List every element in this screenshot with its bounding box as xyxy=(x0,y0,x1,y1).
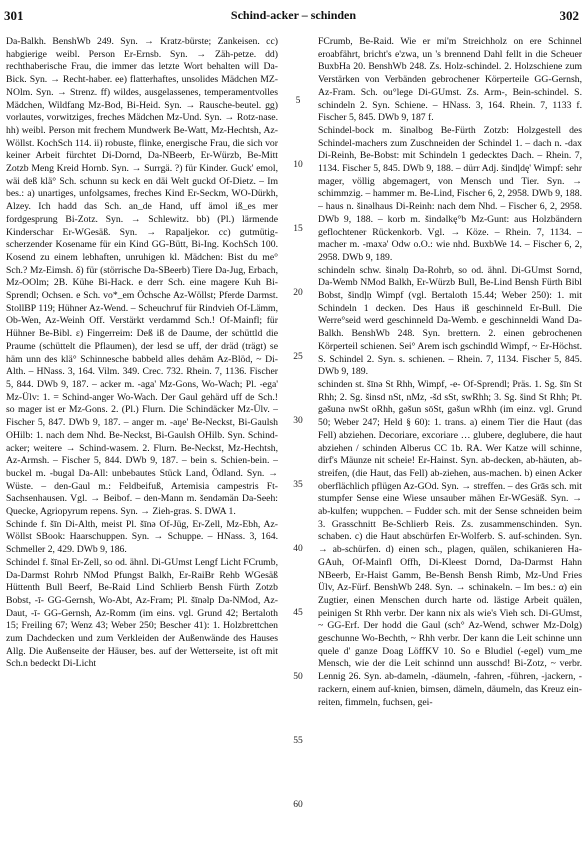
right-entry-1: FCrumb, Be-Raid. Wie er mi'm Streichholz on ere Schinnel eroabfährt, bricht's e'zwa, un 's brennend Dahl fellt in die Scheuer BuxbHa 20. BenshWb 248. Zs. Holz-schindel. 2. Holzschiene zum Verstärken von Verbänden gebrochener Körperteile GG-Gernsh, Az-Fram. Sch. ou°lege Di-GUmst. Zs. Arm-, Bein-schindel. S. schindeln 2. Syn. Schiene. – HNass. 3, 164. Rhein. 7, 1133 f. Fischer 5, 845. DWb 9, 187 f. xyxy=(318,36,582,124)
line-number: 40 xyxy=(293,544,303,554)
line-number: 35 xyxy=(293,480,303,490)
right-entry-schinden: schinden st. šīnə St Rhh, Wimpf, -e- Of-Sprendl; Präs. 1. Sg. šīn St Rhh; 2. Sg. šinsd nSt, nMz, -šd sSt, swRhh; 3. Sg. šind St Rhh; Pt. gəšunə nwSt oRhh, gəšun sōSt, gəšun wRhh (im einz. vgl. Grund 50; Weber 247; Held § 60): 1. trans. a) einem Tier die Haut (das Fell) abziehen. Decoriare, excoriare … glubere, deglubere, die haut abziehen / schinden Alberus CC 1b. RA. Wer Katze will schinne, dirf's Mäunze nit scheie! Er-Hainst. Syn. ab-decken, ab-häuten, ab-streifen, (die Haut, das Fell) ab-ziehen, aus-machen. b) einen Acker oberflächlich pflügen Az-GOd. Syn. → streffen. – des Grās sch. mit stumpfer Sense eine Wiese unsauber mähen Er-WGesäß. Syn. → ab-kulfen; wuppchen. – Fudder sch. mit der Sense schneiden beim 3. Grasschnitt Be-Schlierb Reis. Zs. zusammenschinden. Syn. schaben. c) die Haut abschürfen Er-Wolferb. S. auf-schinden. Syn. → ab-schürfen. d) einen sch., plagen, quälen, schikanieren Ha-GAuh, Of-Mainfl Offh, Di-Kleest Dornd, Da-Darmst Hahn NBeerb, Er-Haist Gamm, Be-Bensh Bensh Rimb, Mz-Und Fries Ülv, Az-Fürf. BenshWb 248. Syn. → schinakeln. – Im bes.: α) ein Zugtier, einen Menschen durch harte od. lästige Arbeit quälen, peinigen St Rhh verbr. Der kann nix als wie's Vieh sch. Di-GUmst, ~ GG-Erf. Der hodd die Gaul (sch° Az-Wend, schwer Mz-Dolg) geschunne Wo-Bechth, ~ Rhh verbr. Der kann die Leit schinne unn quele d' ganze Doag LöffKV 10. So e Bludiel (-egel) vum_me Mensch, wie der die Leit schinnd unn ausschd! Bi-Zotz, ~ verbr. Lennig 26. Syn. ab-dameln, -däumeln, -fahren, -führen, -jackern, -rackern, einem auf-knien, bimsen, dämeln, däumeln, das Kreuz ein-reiten, fimmeln, fuchsen, gei- xyxy=(318,378,582,708)
line-number: 60 xyxy=(293,800,303,810)
line-number: 45 xyxy=(293,608,303,618)
line-number: 5 xyxy=(295,96,301,106)
right-entry-schindeln: schindeln schw. šinəlṇ Da-Rohrb, so od. ähnl. Di-GUmst Sornd, Da-Wemb NMod Balkh, Er-Würzb Bull, Be-Lind Bensh Fürth Bibl Bobst, šindļṇ Wimpf (vgl. Bertaloth 15.44; Weber 250): 1. mit Schindeln 1 decken. Des Haus iß geschinneld Er-Bull. Die Werre°seid werd geschinneld Da-Wemb. e geschinneldi Wand Da-Balkh. BenshWb 248. Syn. brettern. 2. einen gebrochenen Körperteil schienen. Sei° Arem isch gschindld Wimpf, ~ Er-Höchst. S. Schindel 2. Syn. s. schienen. – Rhein. 7, 1134. Fischer 5, 845. DWb 9, 189. xyxy=(318,264,582,378)
left-entry-1: Da-Balkh. BenshWb 249. Syn. → Kratz-bürste; Zankeisen. cc) habgierige weibl. Person Er-Ernsb. Syn. → Zäh-petze. dd) rechthaberische Frau, die immer das letzte Wort behalten will Da-Bick. Syn. → Recht-haber. ee) flatterhaftes, unsolides Mädchen MZ-NOlm. Syn. → Strenz. ff) wildes, ausgelassenes, temperamentvolles Mädchen, Wildfang Mz-Bod, Bi-Heid. Syn. → Rausche-beutel. gg) vorlautes, vorwitziges, freches Mädchen Mz-Und. Syn. → Rotz-nase. hh) weibl. Person mit frechem Mundwerk Be-Watt, Mz-Hechtsh, Az-Wöllst. KochSch 114. ii) robuste, flinke, energische Frau, die sich vor keiner Arbeit fürchtet Di-Dornd, Da-NBeerb, Er-Würzb, Be-Mitt Zotzb Meng Kreid Hornb. Syn. → Surrgä. ?) für Kinder. Guck' emol, wäi deß klä° Sch. schunn su keck en däi Welt guckd Of-Dietz. – Im bes.: a) unartiges, unfolgsames, freches Kind Er-Seckm, WO-Dürkh, Alzey. Ich hadd das Sch. an_de Hand, uff ämol iß_es mer fordgesprung Bi-Zotz. Syn. → Schlewitz. bb) (Pl.) lärmende Kinderschar Er-WGesäß. Syn. → Rapaljekor. cc) gutmütig-scherzender Kosename für ein Kind GG-Bütt, Bi-Ing. KochSch 100. Kosend zu einem lebhaften, unruhigen kl. Mädchen: Bist du me° Sch.? Mz-Eimsh. δ) für (störrische Da-SBeerb) Tiere Da-Jug, Erbach, Mz-OOlm; 2B. Kühe Bi-Hack. e derr Sch. eine magere Kuh Bi-Sprendl; Ochsen. e Sch. vo*_em Öchsche Az-Wöllst; Pferde Darmst. StollBP 119; Hühner Az-Wend. – Scheuchruf für Rindvieh Of-Lämm, Ob-Wen, Az-Weinh Off. Verstärkt verdammd Sch.! Of-Mainfl; für Hühner Be-Bibl. ε) Fingerreim: Deß iß de Daume, der schüttld die Praume (schüttelt die Pflaumen), der lesd se uff, der dräd (trägt) se häm unn des klä° Schinnesche babbeld alles dehäm Az-Blöd, ~ Di-Alth. – HNass. 3, 164. Vilm. 349. Crec. 732. Rhein. 7, 1136. Fischer 5, 844. DWb 9, 187. – acker m. -aga' Mz-Gons, Wo-Wach; Pl. -ega' Mz-Ülv: 1. = Schind-anger Wo-Wach. Der Gaul gehärd uff de Sch.! so mager ist er Mz-Gons. 2. (Pl.) Flurn. Die Schindäcker Mz-Ülv. – Fischer 5, 847. DWb 9, 187. – anger m. -aŋe' Be-Neckst, Bi-Gaulsh OHilb: 1. nach dem Nhd. Be-Neckst, Bi-Gaulsh OHilb. Syn. Schind-acker; weitere → Schind-wasem. 2. Flurn. Be-Neckst, Mz-Hechtsh, Az-Armsh. – Fischer 5, 844. DWb 9, 187. – bein s. Schien-bein. – buckel m. -bugal Da-All: unbebautes Stück Land, Ödland. Syn. → Wüste. – den-Gaul m.: Feldbeifuß, Artemisia campestris Ft-Sachsenhausen. Vgl. → Beibof. – den-Mann m. šendəmän Da-Seeh: Quecke, Agriopyrum repens. Syn. → Zieh-gras. S. DWA 1. xyxy=(6,36,278,518)
left-column xyxy=(6,36,278,848)
line-number-gutter xyxy=(286,36,310,848)
line-number: 10 xyxy=(293,160,303,170)
line-number: 20 xyxy=(293,288,303,298)
running-head: Schind-acker – schinden xyxy=(230,8,357,22)
left-entry-schindel: Schindel f. šīnəl Er-Zell, so od. ähnl. Di-GUmst Lengf Licht FCrumb, Da-Darmst Rohrb NMod Pfungst Balkh, Er-RaiBr Rehb WGesäß Hüttenth Bull Beerf, Be-Raid Lind Schlierb Bensh Fürth Zotzb Bobst, -ī- GG-Gernsh, Wo-Abt, Az-Fram; Pl. šīnəlp Da-NMod, Az-Daut, -ī- GG-Gernsh, Az-Romm (im eins. vgl. Grund 42; Bertaloth 15; Freiling 67; Wenz 43; Weber 250; Bescher 41): 1. Holzbrettchen zum Dachdecken und zum Verkleiden der Außenwände des Hauses Allg. Die Außenseite der Häuser, bes. auf der Wetterseite, ist oft mit Sch.n bedeckt Di-Licht xyxy=(6,556,278,670)
page-number-left: 301 xyxy=(4,8,24,23)
left-entry-schinde: Schinde f. šīn Di-Alth, meist Pl. šīnə Of-Jüg, Er-Zell, Mz-Ebh, Az-Wöllst SBook: Haarschuppen. Syn. → Schuppe. – HNass. 3, 164. Schmeller 2, 429. DWb 9, 186. xyxy=(6,518,278,556)
right-column xyxy=(318,36,582,848)
line-number: 15 xyxy=(293,224,303,234)
page-header xyxy=(0,0,587,28)
page-number-right: 302 xyxy=(559,8,579,23)
line-number: 30 xyxy=(293,416,303,426)
line-number: 25 xyxy=(293,352,303,362)
line-number: 55 xyxy=(293,736,303,746)
right-entry-schindel-bock: Schindel-bock m. šinəlbog Be-Fürth Zotzb: Holzgestell des Schindel-machers zum Zuschneiden der Schindel 1. – dach n. -dax Di-Reinh, Be-Bobst: mit Schindeln 1 gedecktes Dach. – Rhein. 7, 1134. Fischer 5, 845. DWb 9, 188. – dürr Adj. šindļdę' Wimpf: sehr mager, völlig abgemagert, von Mensch und Tier. Syn. → schimmzig. – hammer m. Be-Lind, Fischer 6, 2, 2958. DWb 9, 188. – haus n. šinəlhaus Di-Reinh: nach dem Nhd. – Fischer 6, 2, 2958. DWb 9, 188. – korb m. šindəlkę°b Mz-Gunt: aus Holzbändern geflochtener Rückenkorb. Vgl. → Köze. – Rhein. 7, 1134. – macher m. -maxə' Odw o.O.: wie nhd. BuxbWe 14. – Fischer 6, 2, 2958. DWb 9, 189. xyxy=(318,124,582,263)
line-number: 50 xyxy=(293,672,303,682)
